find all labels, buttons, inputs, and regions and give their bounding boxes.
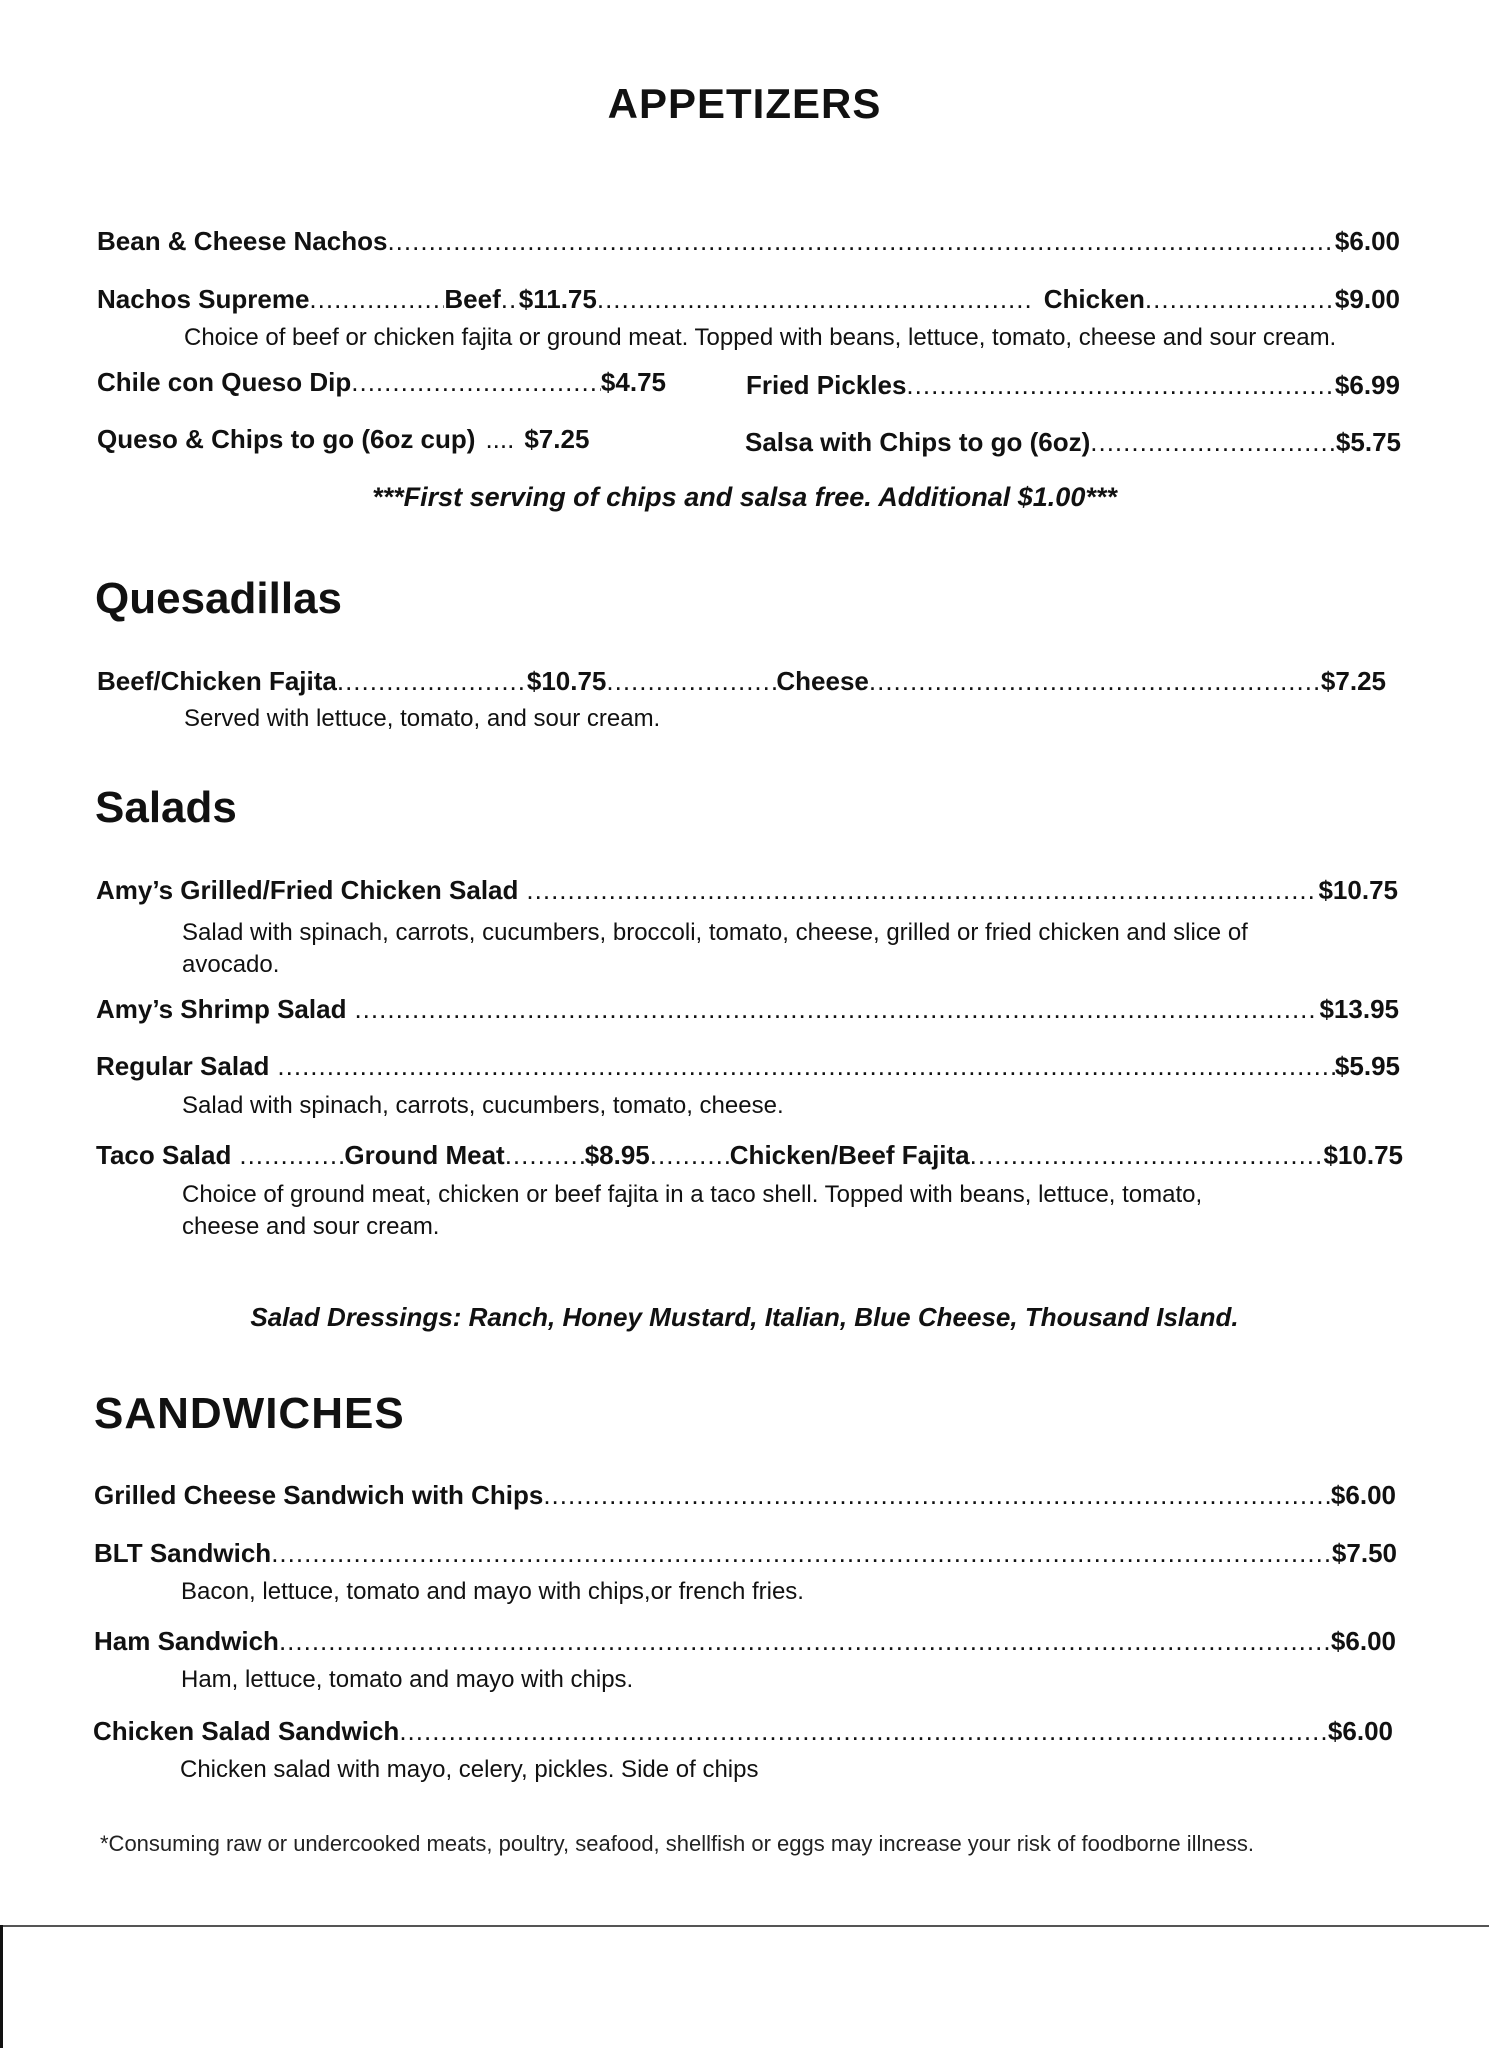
- appetizers-heading: APPETIZERS: [607, 80, 882, 127]
- item-price: $6.99: [1334, 370, 1400, 400]
- dot-leader: [597, 284, 1032, 315]
- salads-heading: Salads: [95, 783, 237, 832]
- dot-leader: [650, 1140, 730, 1171]
- menu-item-amys-shrimp-salad: [96, 994, 1399, 1025]
- menu-item-queso-chips-to-go: [97, 424, 666, 455]
- item-name: Salsa with Chips to go (6oz): [745, 427, 1091, 457]
- dot-leader: [279, 1626, 1331, 1657]
- item-price: $5.75: [1335, 427, 1401, 457]
- item-description-line: Salad with spinach, carrots, cucumbers, broccoli, tomato, cheese, grilled or fried chicken and slice of: [182, 919, 1248, 946]
- dot-leader: ....: [485, 424, 515, 454]
- dot-leader: [869, 666, 1321, 697]
- item-price: $10.75: [1318, 875, 1398, 905]
- item-name: Taco Salad: [96, 1140, 232, 1170]
- item-description: [182, 917, 1248, 981]
- dot-leader: [387, 226, 1334, 257]
- dot-leader: [337, 666, 527, 697]
- menu-item-bean-cheese-nachos: [97, 226, 1400, 257]
- menu-item-regular-salad: [96, 1051, 1400, 1082]
- item-name: Nachos Supreme: [97, 284, 310, 314]
- item-price: $6.00: [1334, 226, 1400, 256]
- dot-leader: [277, 1051, 1335, 1082]
- ground-meat-price: $8.95: [584, 1140, 650, 1170]
- menu-item-grilled-cheese: [94, 1480, 1396, 1511]
- item-description: Salad with spinach, carrots, cucumbers, tomato, cheese.: [182, 1092, 784, 1119]
- item-description: Chicken salad with mayo, celery, pickles. Side of chips: [180, 1756, 759, 1783]
- item-name: Amy’s Grilled/Fried Chicken Salad: [96, 875, 519, 905]
- item-name: Grilled Cheese Sandwich with Chips: [94, 1480, 544, 1510]
- scan-edge: [0, 1925, 3, 2048]
- dot-leader: [351, 367, 601, 398]
- menu-item-quesadillas: [97, 666, 1386, 697]
- dot-leader: [354, 994, 1319, 1025]
- dot-leader: [505, 1140, 585, 1171]
- menu-item-chicken-salad-sandwich: [93, 1716, 1393, 1747]
- item-price: $6.00: [1327, 1716, 1393, 1746]
- item-description-line: Choice of ground meat, chicken or beef fajita in a taco shell. Topped with beans, lettuce, tomato,: [182, 1181, 1203, 1208]
- item-price: $7.25: [524, 424, 590, 454]
- dot-leader: [501, 284, 519, 315]
- item-name: Fried Pickles: [746, 370, 907, 400]
- fajita-price: $10.75: [526, 666, 607, 696]
- menu-item-ham-sandwich: [94, 1626, 1396, 1657]
- salad-dressings-note: Salad Dressings: Ranch, Honey Mustard, Italian, Blue Cheese, Thousand Island.: [250, 1302, 1239, 1332]
- item-name: Queso & Chips to go (6oz cup): [97, 424, 476, 454]
- dot-leader: [606, 666, 776, 697]
- chicken-label: Chicken: [1043, 284, 1145, 314]
- dot-leader: [906, 370, 1335, 401]
- quesadillas-heading: Quesadillas: [95, 574, 343, 623]
- item-name: Regular Salad: [96, 1051, 270, 1081]
- chicken-price: $9.00: [1334, 284, 1400, 314]
- item-name: Chile con Queso Dip: [97, 367, 352, 397]
- sandwiches-heading: SANDWICHES: [94, 1389, 405, 1438]
- item-name: Bean & Cheese Nachos: [97, 226, 388, 256]
- dot-leader: [526, 875, 1318, 906]
- dot-leader: [239, 1140, 344, 1171]
- menu-item-fried-pickles: [746, 370, 1400, 401]
- dot-leader: [271, 1538, 1332, 1569]
- item-description: Served with lettuce, tomato, and sour cream.: [184, 705, 661, 732]
- chips-salsa-note: ***First serving of chips and salsa free. Additional $1.00***: [372, 482, 1117, 512]
- dot-leader: [1090, 427, 1336, 458]
- item-description: Choice of beef or chicken fajita or ground meat. Topped with beans, lettuce, tomato, cheese and sour cream.: [184, 324, 1337, 351]
- page-bottom-rule: [0, 1925, 1489, 1927]
- item-price: $4.75: [600, 367, 666, 397]
- menu-item-taco-salad: [96, 1140, 1403, 1171]
- menu-item-salsa-chips-to-go: [745, 427, 1401, 458]
- item-price: $6.00: [1330, 1626, 1396, 1656]
- cheese-label: Cheese: [776, 666, 869, 696]
- food-safety-disclaimer: *Consuming raw or undercooked meats, poultry, seafood, shellfish or eggs may increase your risk of foodborne illness.: [100, 1831, 1254, 1856]
- item-price: $5.95: [1334, 1051, 1400, 1081]
- menu-item-amys-chicken-salad: [96, 875, 1398, 906]
- beef-price: $11.75: [518, 284, 597, 314]
- item-name: Chicken Salad Sandwich: [93, 1716, 400, 1746]
- dot-leader: [970, 1140, 1324, 1171]
- menu-item-chile-con-queso: [97, 367, 666, 398]
- item-name: Beef/Chicken Fajita: [97, 666, 337, 696]
- dot-leader: [309, 284, 444, 315]
- item-price: $6.00: [1330, 1480, 1396, 1510]
- item-description: [182, 1179, 1202, 1243]
- fajita-price: $10.75: [1323, 1140, 1403, 1170]
- ground-meat-label: Ground Meat: [344, 1140, 505, 1170]
- menu-item-blt: [94, 1538, 1397, 1569]
- item-price: $7.50: [1331, 1538, 1397, 1568]
- item-name: BLT Sandwich: [94, 1538, 272, 1568]
- fajita-label: Chicken/Beef Fajita: [729, 1140, 970, 1170]
- menu-item-nachos-supreme: [97, 284, 1400, 315]
- dot-leader: [399, 1716, 1328, 1747]
- dot-leader: [543, 1480, 1331, 1511]
- item-name: Amy’s Shrimp Salad: [96, 994, 347, 1024]
- dot-leader: [1145, 284, 1335, 315]
- item-name: Ham Sandwich: [94, 1626, 279, 1656]
- item-description-line: avocado.: [182, 951, 280, 978]
- beef-label: Beef: [444, 284, 501, 314]
- item-description-line: cheese and sour cream.: [182, 1213, 440, 1240]
- cheese-price: $7.25: [1320, 666, 1386, 696]
- item-description: Ham, lettuce, tomato and mayo with chips.: [181, 1666, 634, 1693]
- item-description: Bacon, lettuce, tomato and mayo with chips,or french fries.: [181, 1578, 804, 1605]
- item-price: $13.95: [1319, 994, 1399, 1024]
